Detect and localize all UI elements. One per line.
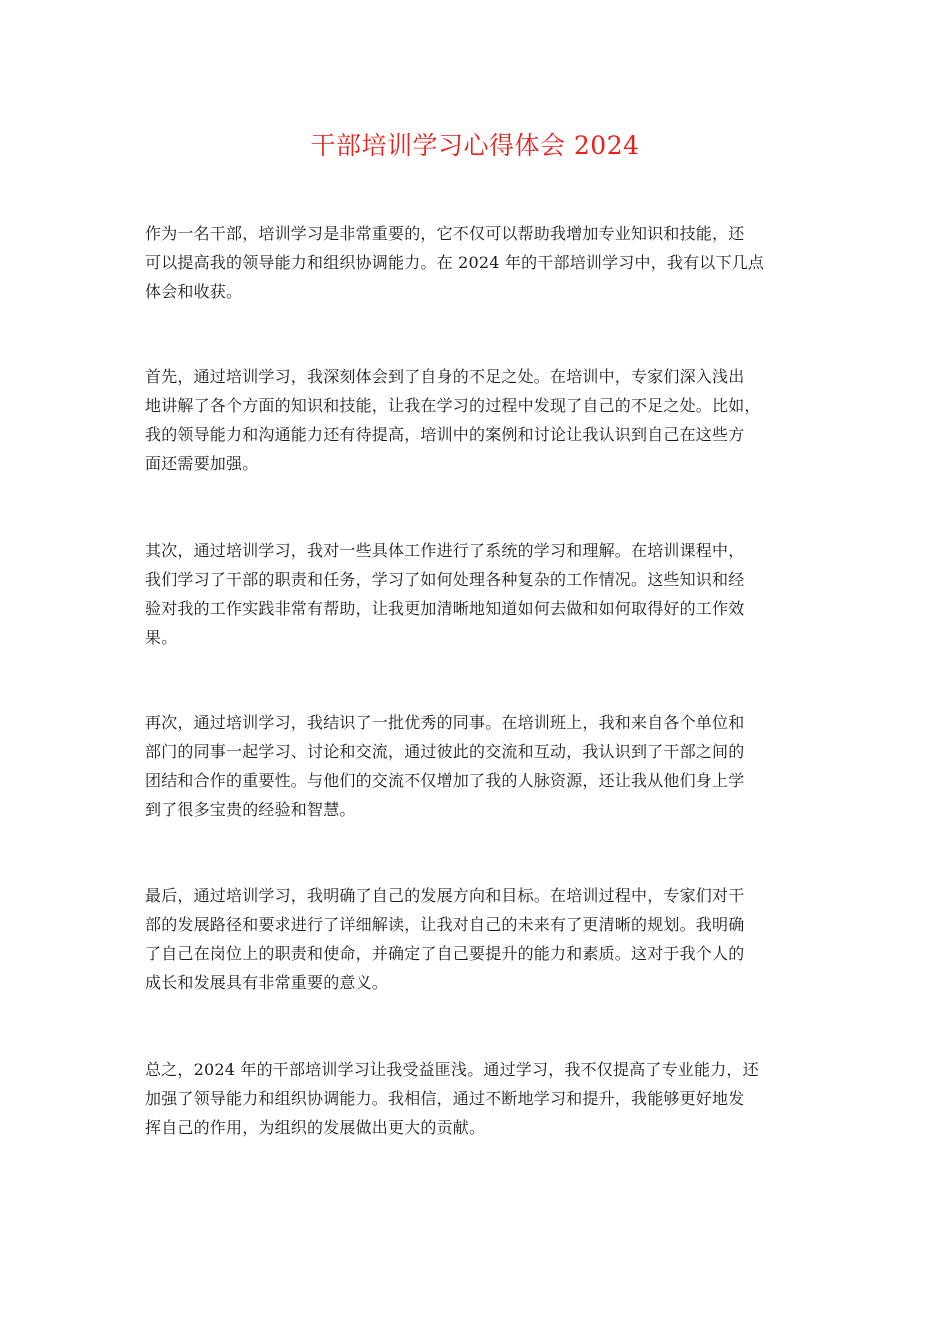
- paragraph-line: 到了很多宝贵的经验和智慧。: [145, 800, 356, 819]
- paragraph-second: [145, 536, 805, 652]
- paragraph-line: 挥自己的作用，为组织的发展做出更大的贡献。: [145, 1118, 486, 1137]
- paragraph-line: 我们学习了干部的职责和任务，学习了如何处理各种复杂的工作情况。这些知识和经: [145, 570, 745, 589]
- paragraph-line: 部门的同事一起学习、讨论和交流，通过彼此的交流和互动，我认识到了干部之间的: [145, 742, 745, 761]
- paragraph-line: 果。: [145, 628, 178, 647]
- paragraph-fourth: [145, 881, 805, 997]
- paragraph-line: 地讲解了各个方面的知识和技能，让我在学习的过程中发现了自己的不足之处。比如，: [145, 396, 761, 415]
- paragraph-third: [145, 708, 805, 824]
- paragraph-line: 首先，通过培训学习，我深刻体会到了自身的不足之处。在培训中，专家们深入浅出: [145, 367, 745, 386]
- paragraph-line: 我的领导能力和沟通能力还有待提高，培训中的案例和讨论让我认识到自己在这些方: [145, 425, 745, 444]
- paragraph-line: 验对我的工作实践非常有帮助，让我更加清晰地知道如何去做和如何取得好的工作效: [145, 599, 745, 618]
- paragraph-intro: [145, 219, 805, 306]
- paragraph-line: 再次，通过培训学习，我结识了一批优秀的同事。在培训班上，我和来自各个单位和: [145, 713, 745, 732]
- paragraph-line: 作为一名干部，培训学习是非常重要的，它不仅可以帮助我增加专业知识和技能，还: [145, 224, 745, 243]
- paragraph-line: 加强了领导能力和组织协调能力。我相信，通过不断地学习和提升，我能够更好地发: [145, 1089, 745, 1108]
- paragraph-line: 可以提高我的领导能力和组织协调能力。在 2024 年的干部培训学习中，我有以下几点: [145, 253, 765, 272]
- paragraph-line: 团结和合作的重要性。与他们的交流不仅增加了我的人脉资源，还让我从他们身上学: [145, 771, 745, 790]
- document-title: 干部培训学习心得体会 2024: [310, 131, 640, 160]
- paragraph-first: [145, 362, 805, 478]
- paragraph-line: 最后，通过培训学习，我明确了自己的发展方向和目标。在培训过程中，专家们对干: [145, 886, 745, 905]
- paragraph-line: 面还需要加强。: [145, 454, 259, 473]
- paragraph-line: 了自己在岗位上的职责和使命，并确定了自己要提升的能力和素质。这对于我个人的: [145, 944, 745, 963]
- paragraph-line: 总之，2024 年的干部培训学习让我受益匪浅。通过学习，我不仅提高了专业能力，还: [145, 1060, 759, 1079]
- paragraph-line: 其次，通过培训学习，我对一些具体工作进行了系统的学习和理解。在培训课程中，: [145, 541, 745, 560]
- paragraph-conclusion: [145, 1055, 805, 1142]
- paragraph-line: 部的发展路径和要求进行了详细解读，让我对自己的未来有了更清晰的规划。我明确: [145, 915, 745, 934]
- paragraph-line: 体会和收获。: [145, 282, 243, 301]
- paragraph-line: 成长和发展具有非常重要的意义。: [145, 973, 389, 992]
